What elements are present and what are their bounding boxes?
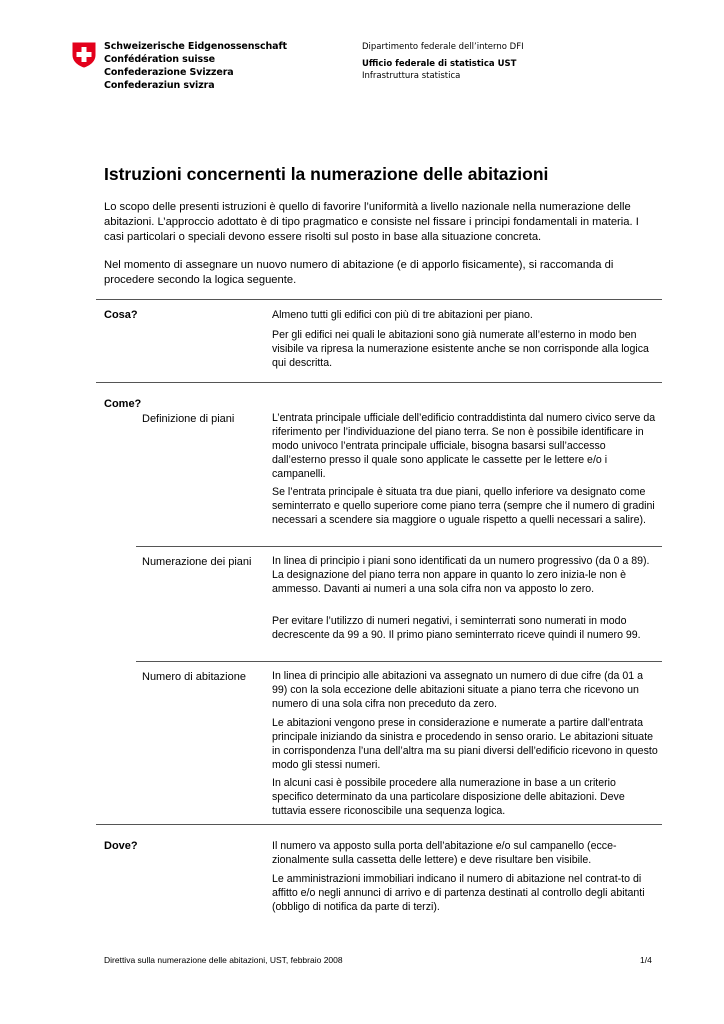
document-title: Istruzioni concernenti la numerazione delle abitazioni [104, 164, 549, 184]
division-name: Infrastruttura statistica [362, 71, 461, 81]
subsection-label-numerazione-piani: Numerazione dei piani [142, 556, 252, 568]
page-number: 1/4 [640, 955, 652, 965]
section-paragraph: L’entrata principale ufficiale dell’edificio contraddistinta dal numero civico serve da riferimento per l’individuazione del piano terra. Se non è possibile identificare in modo univoco l’entrata principale ufficiale, bisogna basarsi sull’accesso dall’esterno presso il quale sono applicate le cassette per le lettere e/o i campanelli. [272, 412, 656, 480]
department-block [362, 41, 524, 82]
divider [136, 661, 662, 662]
intro-paragraph: Nel momento di assegnare un nuovo numero di abitazione (e di apporlo fisicamente), si raccomanda di procedere secondo la logica seguente. [104, 259, 614, 287]
section-label-dove: Dove? [104, 840, 138, 852]
office-name: Ufficio federale di statistica UST [362, 59, 517, 69]
divider [96, 382, 662, 383]
section-paragraph: Il numero va apposto sulla porta dell’abitazione e/o sul campanello (ecce-zionalmente sulla cassetta delle lettere) e deve risultare ben visibile. [272, 840, 617, 866]
subsection-label-piani: Definizione di piani [142, 413, 235, 425]
divider [136, 546, 662, 547]
confederation-name-fr: Confédération suisse [104, 54, 215, 65]
section-paragraph: Se l’entrata principale è situata tra due piani, quello inferiore va designato come seminterrato e quello superiore come piano terra (sempre che il numero di gradini necessari a scendere sia maggiore o uguale rispetto a quelli necessari a salire). [272, 486, 655, 526]
divider [96, 299, 662, 300]
confederation-name-de: Schweizerische Eidgenossenschaft [104, 41, 287, 52]
section-paragraph: In alcuni casi è possibile procedere alla numerazione in base a un criterio specifico determinato da una particolare disposizione delle abitazioni. Deve tuttavia essere riconoscibile una sequenza logica. [272, 777, 625, 817]
section-label-cosa: Cosa? [104, 309, 138, 321]
footer-text: Direttiva sulla numerazione delle abitazioni, UST, febbraio 2008 [104, 955, 343, 965]
section-paragraph: In linea di principio i piani sono identificati da un numero progressivo (da 0 a 89). La designazione del piano terra non appare in quanto lo zero inizia-le non è ammesso. Davanti ai numeri a una sola cifra non va apposto lo zero. [272, 555, 650, 595]
section-paragraph: Le amministrazioni immobiliari indicano il numero di abitazione nel contrat-to di affitto e/o negli annunci di arrivo e di partenza destinati al controllo degli abitanti (obbligo di notifica da parte di terzi). [272, 873, 645, 913]
intro-paragraph: Lo scopo delle presenti istruzioni è quello di favorire l’uniformità a livello nazionale nella numerazione delle abitazioni. L’approccio adottato è di tipo pragmatico e consiste nel fissare i principi fondamentali in materia. I casi particolari o speciali devono essere risolti sul posto in base alla situazione concreta. [104, 201, 639, 244]
swiss-coat-of-arms-icon [72, 42, 96, 68]
subsection-label-numero-abitazione: Numero di abitazione [142, 671, 246, 683]
confederation-name-block [104, 40, 287, 92]
confederation-name-rm: Confederaziun svizra [104, 80, 215, 91]
confederation-name-it: Confederazione Svizzera [104, 67, 234, 78]
section-paragraph: In linea di principio alle abitazioni va assegnato un numero di due cifre (da 01 a 99) con la sola eccezione delle abitazioni situate a piano terra che ricevono un numero di una sola cifra non preceduto da zero. [272, 670, 644, 710]
section-paragraph: Per gli edifici nei quali le abitazioni sono già numerate all’esterno in modo ben visibile va ripresa la numerazione esistente anche se non corrisponde alla logica qui descritta. [272, 329, 649, 369]
department-name: Dipartimento federale dell’interno DFI [362, 42, 524, 52]
section-paragraph: Per evitare l’utilizzo di numeri negativi, i seminterrati sono numerati in modo decrescente da 99 a 90. Il primo piano seminterrato riceve quindi il numero 99. [272, 615, 641, 641]
section-label-come: Come? [104, 398, 142, 410]
divider [96, 824, 662, 825]
section-paragraph: Le abitazioni vengono prese in considerazione e numerate a partire dall’entrata principale iniziando da sinistra e procedendo in senso orario. Le abitazioni situate in corrispondenza l’una dell’altra ma su piani diversi dell’edificio ricevono in questo modo gli stessi numeri. [272, 717, 658, 771]
section-paragraph: Almeno tutti gli edifici con più di tre abitazioni per piano. [272, 309, 533, 321]
